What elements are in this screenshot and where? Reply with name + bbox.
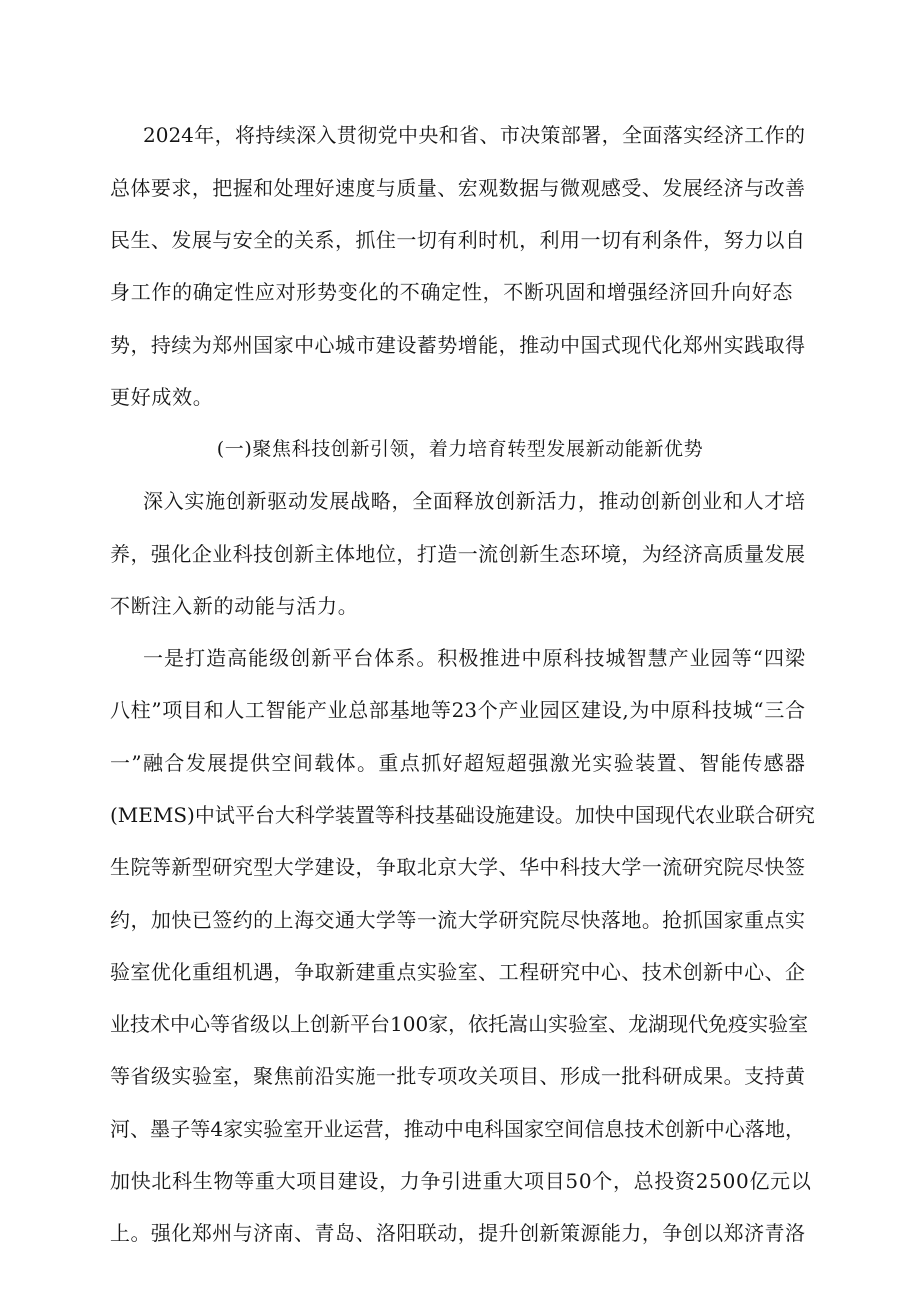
paragraph-1-line-2: 总体要求，把握和处理好速度与质量、宏观数据与微观感受、发展经济与改善 [110, 176, 805, 200]
paragraph-2-line-1: 深入实施创新驱动发展战略，全面释放创新活力，推动创新创业和人才培 [143, 489, 805, 513]
paragraph-3-line-9: 等省级实验室，聚焦前沿实施一批专项攻关项目、形成一批科研成果。支持黄 [110, 1064, 805, 1088]
paragraph-1-line-6: 更好成效。 [110, 385, 214, 409]
paragraph-1-line-3: 民生、发展与安全的关系，抓住一切有利时机，利用一切有利条件，努力以自 [110, 228, 805, 252]
section-heading: (一)聚焦科技创新引领，着力培育转型发展新动能新优势 [216, 438, 704, 460]
paragraph-2-line-2: 养，强化企业科技创新主体地位，打造一流创新生态环境，为经济高质量发展 [110, 542, 805, 566]
paragraph-3-line-4: (MEMS)中试平台大科学装置等科技基础设施建设。加快中国现代农业联合研究 [110, 803, 815, 827]
paragraph-3-line-12: 上。强化郑州与济南、青岛、洛阳联动，提升创新策源能力，争创以郑济青洛 [110, 1221, 805, 1245]
paragraph-1-line-1: 2024年，将持续深入贯彻党中央和省、市决策部署，全面落实经济工作的 [143, 123, 805, 147]
paragraph-3-line-6: 约，加快已签约的上海交通大学等一流大学研究院尽快落地。抢抓国家重点实 [110, 908, 805, 932]
paragraph-3-line-8: 业技术中心等省级以上创新平台100家，依托嵩山实验室、龙湖现代免疫实验室 [110, 1012, 809, 1036]
paragraph-3-line-1: 一是打造高能级创新平台体系。积极推进中原科技城智慧产业园等“四梁 [143, 646, 805, 670]
paragraph-3-line-2: 八柱”项目和人工智能产业总部基地等23个产业园区建设,为中原科技城“三合 [110, 698, 805, 722]
paragraph-3-line-5: 生院等新型研究型大学建设，争取北京大学、华中科技大学一流研究院尽快签 [110, 855, 805, 879]
paragraph-2-line-3: 不断注入新的动能与活力。 [110, 594, 359, 618]
paragraph-3-line-3: 一”融合发展提供空间载体。重点抓好超短超强激光实验装置、智能传感器 [110, 751, 805, 775]
paragraph-3-line-11: 加快北科生物等重大项目建设，力争引进重大项目50个，总投资2500亿元以 [110, 1169, 812, 1193]
paragraph-3-line-10: 河、墨子等4家实验室开业运营，推动中电科国家空间信息技术创新中心落地， [110, 1117, 805, 1141]
paragraph-1-line-4: 身工作的确定性应对形势变化的不确定性，不断巩固和增强经济回升向好态 [110, 280, 794, 304]
paragraph-3-line-7: 验室优化重组机遇，争取新建重点实验室、工程研究中心、技术创新中心、企 [110, 960, 805, 984]
paragraph-1-line-5: 势，持续为郑州国家中心城市建设蓄势增能，推动中国式现代化郑州实践取得 [110, 333, 805, 357]
